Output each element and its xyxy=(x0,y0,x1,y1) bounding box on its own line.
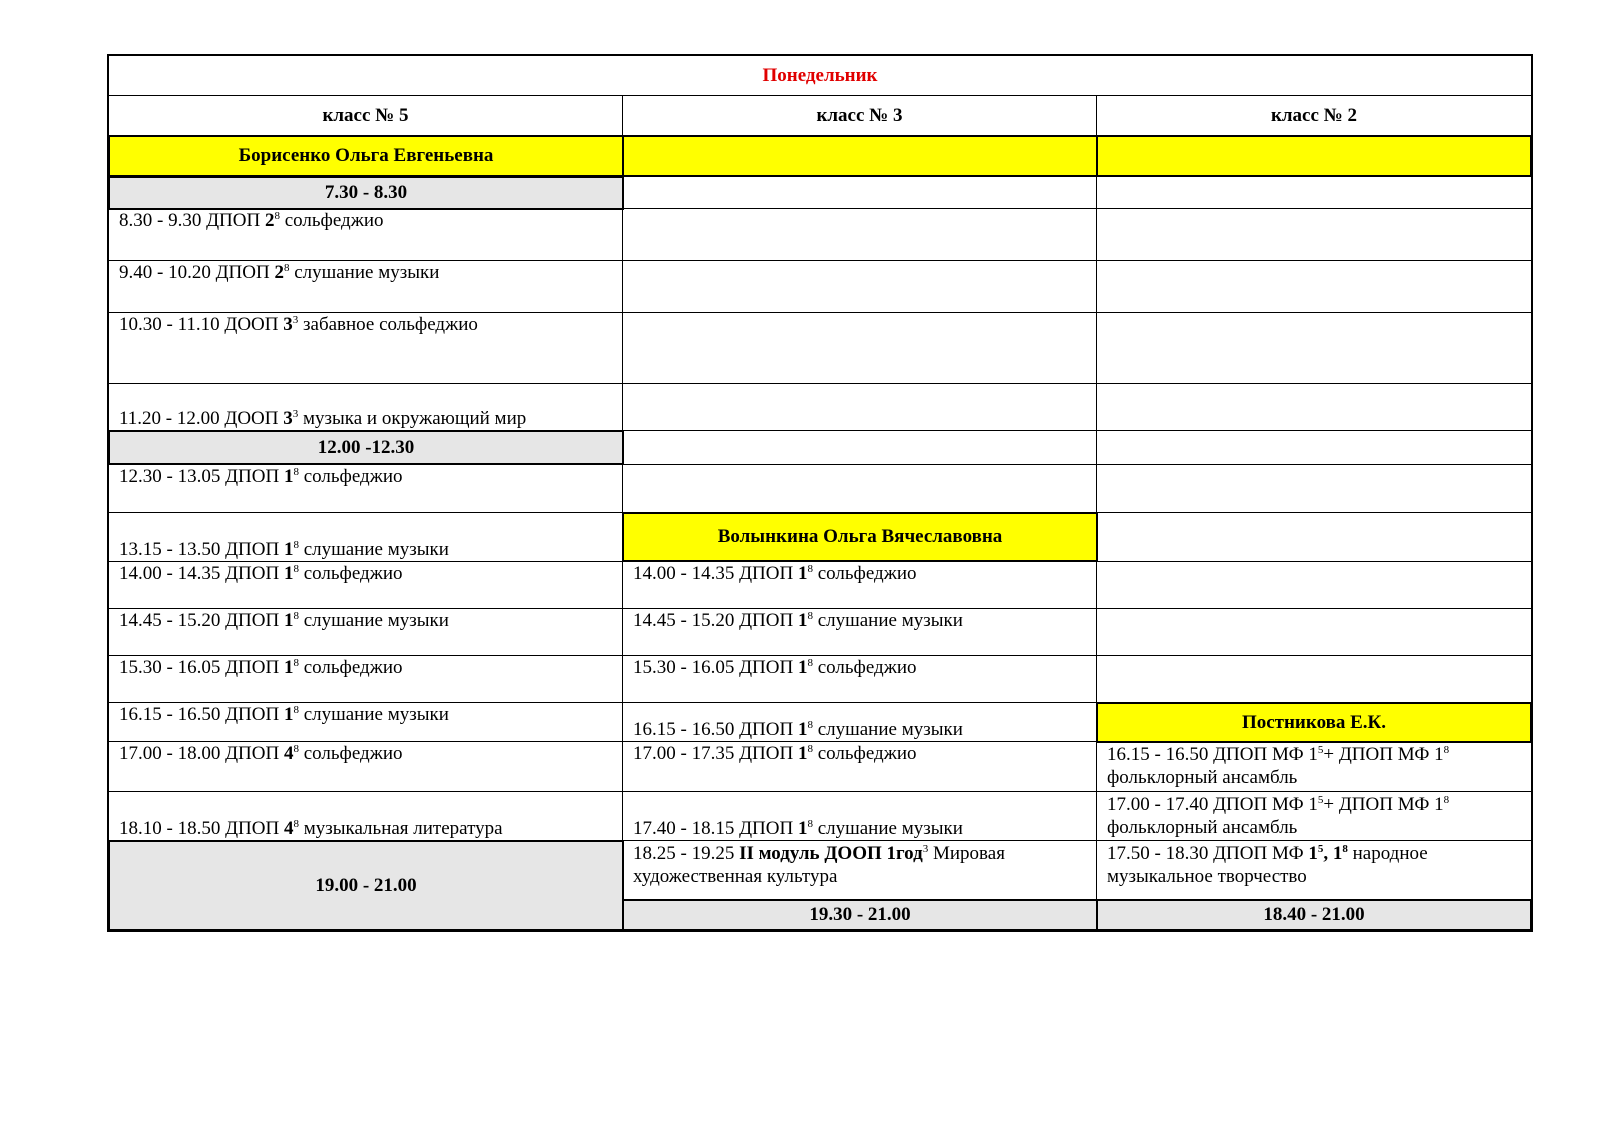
teacher-volynkina: Волынкина Ольга Вячеславовна xyxy=(622,512,1098,562)
lesson-row: 16.15 - 16.50 ДПОП МФ $1^5+$ ДПОП МФ $1^8$ фольклорный ансамбль xyxy=(1096,741,1532,792)
teacher-postnikova: Постникова Е.К. xyxy=(1096,702,1532,743)
empty-cell xyxy=(1096,260,1532,313)
lesson-row: 10.30 - 11.10 ДООП $3^3$ забавное сольфеджио xyxy=(108,312,623,384)
lesson-row: 8.30 - 9.30 ДПОП $2^8$ сольфеджио xyxy=(108,208,623,261)
column-header-class-2: класс № 2 xyxy=(1096,95,1532,136)
empty-cell xyxy=(622,383,1097,431)
empty-cell xyxy=(1096,312,1532,384)
empty-cell xyxy=(622,464,1097,513)
empty-cell xyxy=(1096,464,1532,513)
empty-cell xyxy=(622,312,1097,384)
lesson-row-mhk: 18.25 - 19.25 II модуль ДООП 1год$^3$ Мировая художественная культура xyxy=(622,840,1097,900)
empty-cell xyxy=(1096,655,1532,703)
lesson-row: 17.50 - 18.30 ДПОП МФ $1^5$, $1^8$ народное музыкальное творчество xyxy=(1096,840,1532,900)
empty-cell xyxy=(622,430,1097,465)
empty-cell xyxy=(1096,383,1532,431)
empty-cell xyxy=(1096,208,1532,261)
lesson-row: 11.20 - 12.00 ДООП $3^3$ музыка и окружающий мир xyxy=(108,383,623,431)
lesson-row: 17.00 - 17.35 ДПОП $1^8$ сольфеджио xyxy=(622,741,1097,792)
lesson-row: 17.00 - 17.40 ДПОП МФ $1^5+$ ДПОП МФ $1^8$ фольклорный ансамбль xyxy=(1096,791,1532,841)
teacher-empty-col2 xyxy=(622,135,1098,177)
lesson-row: 13.15 - 13.50 ДПОП $1^8$ слушание музыки xyxy=(108,512,623,562)
lesson-row: 14.00 - 14.35 ДПОП $1^8$ сольфеджио xyxy=(108,561,623,609)
empty-cell xyxy=(1096,512,1532,562)
lesson-row: 14.00 - 14.35 ДПОП $1^8$ сольфеджио xyxy=(622,561,1097,609)
empty-cell xyxy=(622,208,1097,261)
break-12-00: 12.00 -12.30 xyxy=(108,430,624,465)
lesson-row: 15.30 - 16.05 ДПОП $1^8$ сольфеджио xyxy=(108,655,623,703)
break-18-40: 18.40 - 21.00 xyxy=(1096,899,1532,931)
day-title: Понедельник xyxy=(108,55,1532,96)
empty-cell xyxy=(622,260,1097,313)
empty-cell xyxy=(1096,561,1532,609)
lesson-row: 17.40 - 18.15 ДПОП $1^8$ слушание музыки xyxy=(622,791,1097,841)
empty-cell xyxy=(1096,608,1532,656)
lesson-row: 15.30 - 16.05 ДПОП $1^8$ сольфеджио xyxy=(622,655,1097,703)
lesson-row: 9.40 - 10.20 ДПОП $2^8$ слушание музыки xyxy=(108,260,623,313)
lesson-row: 14.45 - 15.20 ДПОП $1^8$ слушание музыки xyxy=(622,608,1097,656)
column-header-class-5: класс № 5 xyxy=(108,95,623,136)
teacher-empty-col3 xyxy=(1096,135,1532,177)
break-19-30: 19.30 - 21.00 xyxy=(622,899,1098,931)
empty-cell xyxy=(622,176,1097,209)
break-7-30: 7.30 - 8.30 xyxy=(108,176,624,210)
teacher-borisenko: Борисенко Ольга Евгеньевна xyxy=(108,135,624,177)
break-19-00: 19.00 - 21.00 xyxy=(108,840,624,931)
lesson-row: 17.00 - 18.00 ДПОП $4^8$ сольфеджио xyxy=(108,741,623,792)
empty-cell xyxy=(1096,430,1532,465)
lesson-row: 16.15 - 16.50 ДПОП $1^8$ слушание музыки xyxy=(622,702,1097,742)
empty-cell xyxy=(1096,176,1532,209)
lesson-row: 18.10 - 18.50 ДПОП $4^8$ музыкальная литература xyxy=(108,791,623,841)
lesson-row: 16.15 - 16.50 ДПОП $1^8$ слушание музыки xyxy=(108,702,623,742)
column-header-class-3: класс № 3 xyxy=(622,95,1097,136)
lesson-row: 12.30 - 13.05 ДПОП $1^8$ сольфеджио xyxy=(108,464,623,513)
lesson-row: 14.45 - 15.20 ДПОП $1^8$ слушание музыки xyxy=(108,608,623,656)
